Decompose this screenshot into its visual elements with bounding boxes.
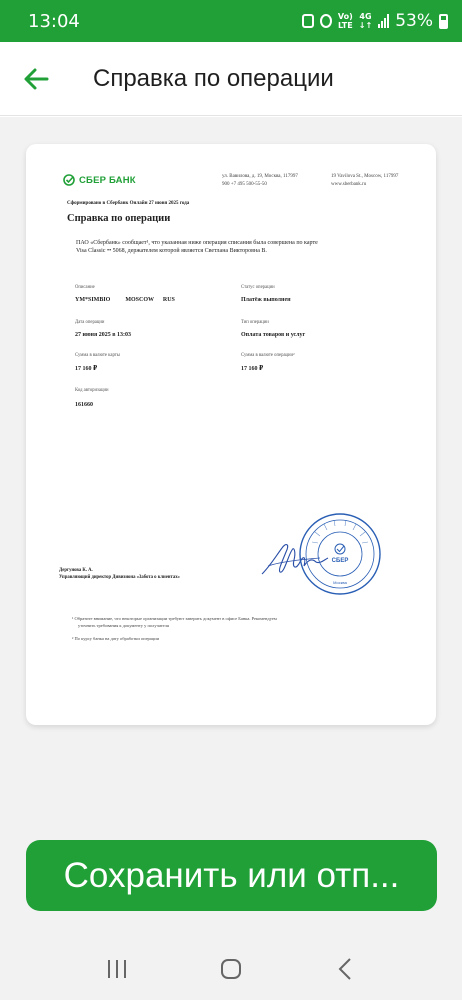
app-bar xyxy=(0,42,462,116)
home-icon xyxy=(219,957,243,981)
description-label: Описание xyxy=(75,285,95,290)
op-amount-label: Сумма в валюте операции² xyxy=(241,353,295,358)
recent-apps-icon xyxy=(106,959,128,979)
alarm-icon xyxy=(320,14,332,28)
intro-text: ПАО «Сбербанк» сообщает¹, что указанная ниже операция списания была совершена по карте Visa Classic •• 5068, держателем которой является Светлана Викторовна В. xyxy=(76,240,318,254)
auth-code-label: Код авторизации xyxy=(75,388,109,393)
notification-icon xyxy=(302,14,314,28)
recent-apps-button[interactable] xyxy=(97,949,137,989)
battery-icon xyxy=(439,14,448,29)
bank-stamp-image xyxy=(298,512,382,596)
signer-info xyxy=(59,567,180,581)
arrow-left-icon xyxy=(23,67,49,91)
card-amount-value: 17 160 ₽ xyxy=(75,366,98,372)
status-time: 13:04 xyxy=(28,10,80,32)
footnote-1: ¹ Обратите внимание, что некоторые организации требуют заверить документ в офисе Банка. Рекомендуем уточнить требования к документу у получателя xyxy=(72,616,277,628)
battery-percent: 53% xyxy=(395,11,433,31)
signal-icon xyxy=(378,14,389,28)
type-value: Оплата товаров и услуг xyxy=(241,332,306,338)
chevron-left-icon xyxy=(337,957,353,981)
status-label: Статус операции xyxy=(241,285,275,290)
signer-name: Дергунова К. А. xyxy=(59,568,93,573)
address-ru: ул. Вавилова, д. 19, Москва, 117997 900 +7 495 500-55-50 xyxy=(222,174,298,187)
formed-date: Сформировано в Сбербанк Онлайн 27 июня 2025 года xyxy=(67,201,190,206)
home-button[interactable] xyxy=(211,949,251,989)
content-area xyxy=(0,117,462,938)
date-value: 27 июня 2025 в 13:03 xyxy=(75,332,131,338)
op-amount-value: 17 160 ₽ xyxy=(241,366,264,372)
footnote-2: ² По курсу банка на дату обработки операции xyxy=(72,636,160,641)
card-amount-label: Сумма в валюте карты xyxy=(75,353,120,358)
system-nav-bar xyxy=(0,938,462,1000)
page-title: Справка по операции xyxy=(93,64,334,92)
status-icons xyxy=(302,11,448,31)
address-en: 19 Vavilova St., Moscow, 117997 www.sberbank.ru xyxy=(331,174,399,187)
stamp-bottom-text: Москва xyxy=(333,580,347,585)
date-label: Дата операции xyxy=(75,320,105,325)
sber-logo-icon xyxy=(63,174,75,186)
description-value: YM*SIMBIO MOSCOW RUS xyxy=(75,297,175,303)
stamp-center-text: СБЕР xyxy=(331,558,349,564)
status-value: Платёж выполнен xyxy=(241,297,291,303)
auth-code-value: 161660 xyxy=(75,402,93,408)
status-bar xyxy=(0,0,462,42)
type-label: Тип операции xyxy=(241,320,269,325)
document-title: Справка по операции xyxy=(67,213,171,224)
volte-icon: Vo) LTE xyxy=(337,12,353,30)
back-nav-button[interactable] xyxy=(325,949,365,989)
signer-position: Управляющий директор Дивизиона «Забота о клиентах» xyxy=(59,575,180,580)
back-button[interactable] xyxy=(1,42,71,116)
bank-logo: СБЕР БАНК xyxy=(63,174,136,186)
save-or-share-button[interactable]: Сохранить или отп... xyxy=(26,840,437,911)
network-4g-icon: 4G ↓↑ xyxy=(358,12,373,30)
receipt-document[interactable] xyxy=(26,144,436,725)
